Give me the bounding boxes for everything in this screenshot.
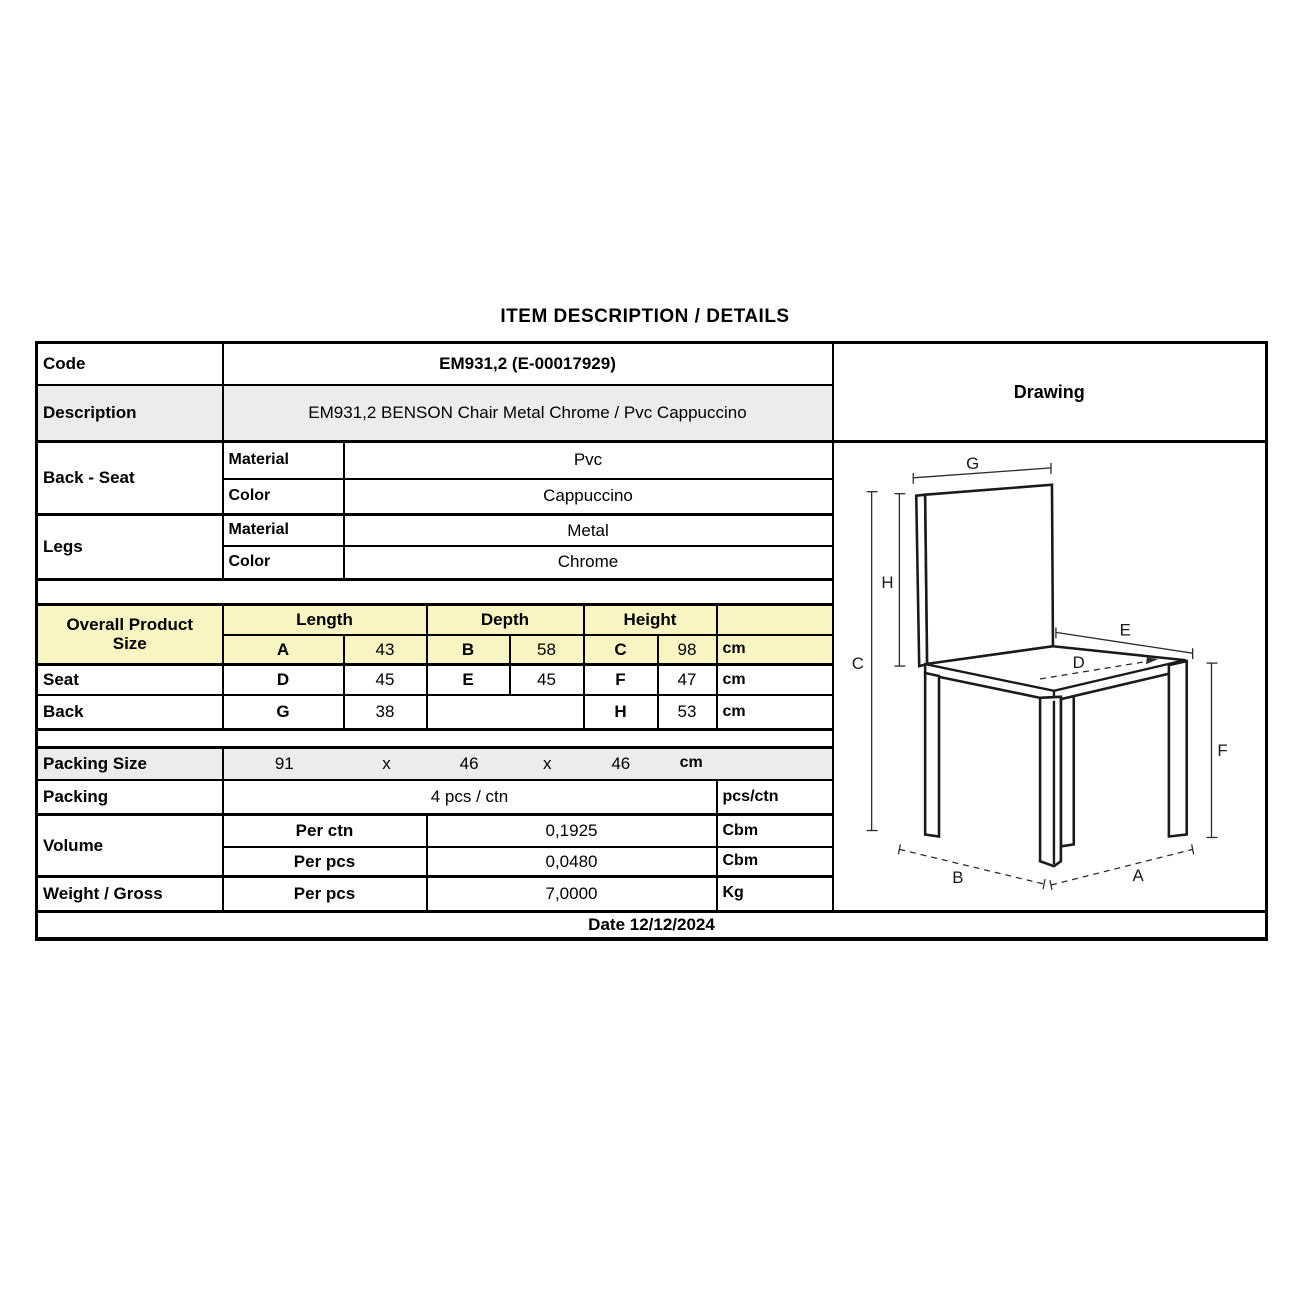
seat-length-value: 45 xyxy=(344,665,427,695)
back-seat-material-label: Material xyxy=(223,442,344,479)
page-title: ITEM DESCRIPTION / DETAILS xyxy=(500,306,790,327)
overall-height-value: 98 xyxy=(658,635,717,665)
size-unit-header-empty xyxy=(717,604,833,635)
back-seat-material-value: Pvc xyxy=(344,442,833,479)
code-value: EM931,2 (E-00017929) xyxy=(223,343,833,385)
legs-material-label: Material xyxy=(223,515,344,547)
code-label: Code xyxy=(37,343,223,385)
overall-size-label-line1: Overall Product xyxy=(66,614,194,634)
table-row xyxy=(37,343,1267,385)
dim-label-b: B xyxy=(951,868,963,888)
spacer-row xyxy=(37,730,833,748)
description-value: EM931,2 BENSON Chair Metal Chrome / Pvc Cappuccino xyxy=(223,385,833,442)
seat-height-value: 47 xyxy=(658,665,717,695)
weight-unit: Kg xyxy=(717,876,833,911)
height-header: Height xyxy=(584,604,717,635)
back-seat-color-label: Color xyxy=(223,479,344,515)
chair-front-leg xyxy=(1040,697,1061,866)
packing-unit: pcs/ctn xyxy=(717,780,833,815)
overall-length-key: A xyxy=(223,635,344,665)
overall-unit: cm xyxy=(717,635,833,665)
dim-label-a: A xyxy=(1132,866,1144,886)
volume-per-pcs-value: 0,0480 xyxy=(427,847,717,876)
weight-label: Weight / Gross xyxy=(37,876,223,911)
seat-label: Seat xyxy=(37,665,223,695)
chair-backrest xyxy=(925,485,1053,664)
length-header: Length xyxy=(223,604,427,635)
volume-per-pcs-unit: Cbm xyxy=(717,847,833,876)
volume-label: Volume xyxy=(37,815,223,877)
packing-value: 4 pcs / ctn xyxy=(223,780,717,815)
volume-per-ctn-value: 0,1925 xyxy=(427,815,717,848)
dim-label-g: G xyxy=(965,453,979,473)
back-seat-label: Back - Seat xyxy=(37,442,223,515)
seat-depth-value: 45 xyxy=(510,665,584,695)
overall-depth-value: 58 xyxy=(510,635,584,665)
back-length-key: G xyxy=(223,695,344,730)
chair-drawing xyxy=(834,443,1264,905)
packing-size-v1: 91 xyxy=(274,754,294,773)
item-details-table xyxy=(35,341,1268,941)
packing-size-label: Packing Size xyxy=(37,748,223,780)
back-label: Back xyxy=(37,695,223,730)
table-row xyxy=(37,911,1267,939)
dim-label-e: E xyxy=(1119,620,1131,640)
seat-depth-key: E xyxy=(427,665,510,695)
chair-right-leg xyxy=(1168,661,1186,836)
overall-height-key: C xyxy=(584,635,658,665)
overall-size-label xyxy=(37,604,223,665)
volume-per-ctn-unit: Cbm xyxy=(717,815,833,848)
legs-material-value: Metal xyxy=(344,515,833,547)
packing-size-v2: 46 xyxy=(459,754,479,773)
back-seat-color-value: Cappuccino xyxy=(344,479,833,515)
overall-length-value: 43 xyxy=(344,635,427,665)
dim-label-d: D xyxy=(1072,653,1085,673)
drawing-cell xyxy=(833,442,1267,912)
back-unit: cm xyxy=(717,695,833,730)
volume-per-ctn-label: Per ctn xyxy=(223,815,427,848)
dim-label-f: F xyxy=(1216,741,1228,761)
depth-header: Depth xyxy=(427,604,584,635)
packing-label: Packing xyxy=(37,780,223,815)
weight-value: 7,0000 xyxy=(427,876,717,911)
seat-unit: cm xyxy=(717,665,833,695)
date-row: Date 12/12/2024 xyxy=(37,911,1267,939)
dim-label-h: H xyxy=(880,572,894,592)
back-height-value: 53 xyxy=(658,695,717,730)
packing-size-unit: cm xyxy=(679,754,703,771)
dim-label-c: C xyxy=(851,654,864,674)
volume-per-pcs-label: Per pcs xyxy=(223,847,427,876)
legs-label: Legs xyxy=(37,515,223,580)
packing-size-values xyxy=(223,748,833,780)
spacer-row xyxy=(37,579,833,604)
back-depth-empty xyxy=(427,695,584,730)
table-row xyxy=(37,442,1267,479)
description-label: Description xyxy=(37,385,223,442)
back-length-value: 38 xyxy=(344,695,427,730)
legs-color-value: Chrome xyxy=(344,546,833,579)
back-height-key: H xyxy=(584,695,658,730)
drawing-header: Drawing xyxy=(833,343,1267,442)
weight-per-label: Per pcs xyxy=(223,876,427,911)
packing-size-x1: x xyxy=(382,754,391,773)
legs-color-label: Color xyxy=(223,546,344,579)
overall-depth-key: B xyxy=(427,635,510,665)
seat-height-key: F xyxy=(584,665,658,695)
chair-left-leg xyxy=(925,673,939,836)
packing-size-x2: x xyxy=(543,754,552,773)
seat-length-key: D xyxy=(223,665,344,695)
packing-size-v3: 46 xyxy=(611,754,631,773)
overall-size-label-line2: Size xyxy=(112,634,147,654)
